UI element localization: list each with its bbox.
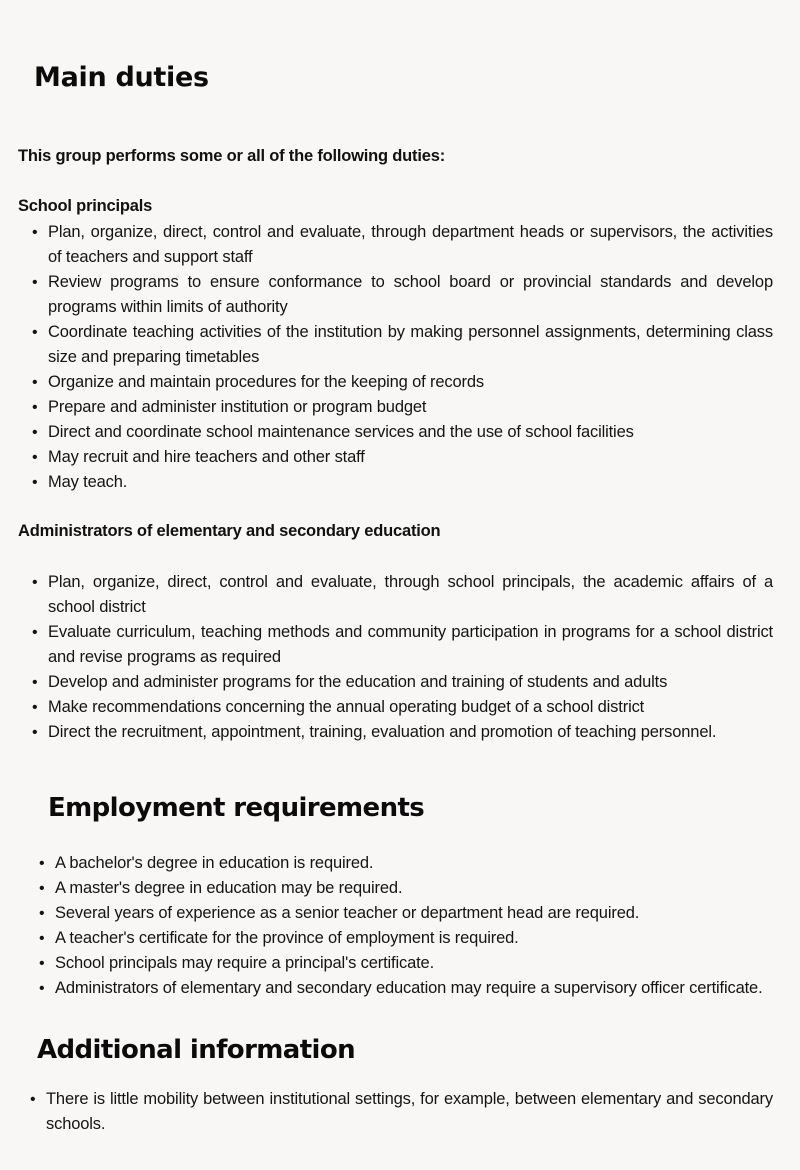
- list-item: • Develop and administer programs for the education and training of students and adults: [48, 670, 773, 695]
- bullet-icon: •: [32, 674, 38, 691]
- bullet-icon: •: [32, 324, 38, 341]
- bullet-icon: •: [32, 399, 38, 416]
- employment-requirements-list: [39, 851, 773, 1001]
- list-item: • May teach.: [48, 470, 773, 495]
- list-item: • Evaluate curriculum, teaching methods and community participation in programs for a school district and revise programs as required: [48, 620, 773, 670]
- list-item: • A master's degree in education may be required.: [55, 876, 773, 901]
- school-principals-heading: School principals: [18, 197, 153, 215]
- administrators-list: [32, 570, 773, 745]
- list-item: • A teacher's certificate for the province of employment is required.: [55, 926, 773, 951]
- bullet-icon: •: [39, 905, 45, 922]
- additional-information-list: [30, 1087, 773, 1137]
- employment-requirements-heading: Employment requirements: [48, 793, 425, 823]
- bullet-icon: •: [32, 374, 38, 391]
- bullet-icon: •: [39, 980, 45, 997]
- bullet-icon: •: [32, 624, 38, 641]
- bullet-icon: •: [39, 880, 45, 897]
- list-item: • Coordinate teaching activities of the institution by making personnel assignments, determining class size and preparing timetables: [48, 320, 773, 370]
- administrators-heading: Administrators of elementary and secondary education: [18, 522, 441, 540]
- list-item: • Plan, organize, direct, control and evaluate, through school principals, the academic affairs of a school district: [48, 570, 773, 620]
- list-item: • Direct and coordinate school maintenance services and the use of school facilities: [48, 420, 773, 445]
- bullet-icon: •: [32, 724, 38, 741]
- list-item: • Make recommendations concerning the annual operating budget of a school district: [48, 695, 773, 720]
- list-item: • School principals may require a principal's certificate.: [55, 951, 773, 976]
- bullet-icon: •: [32, 699, 38, 716]
- list-item: • Organize and maintain procedures for the keeping of records: [48, 370, 773, 395]
- bullet-icon: •: [32, 449, 38, 466]
- bullet-icon: •: [39, 955, 45, 972]
- school-principals-list: [32, 220, 773, 495]
- bullet-icon: •: [39, 855, 45, 872]
- bullet-icon: •: [32, 274, 38, 291]
- bullet-icon: •: [32, 474, 38, 491]
- list-item: • Prepare and administer institution or program budget: [48, 395, 773, 420]
- bullet-icon: •: [39, 930, 45, 947]
- main-duties-heading: Main duties: [34, 62, 209, 93]
- list-item: • A bachelor's degree in education is required.: [55, 851, 773, 876]
- bullet-icon: •: [30, 1091, 36, 1108]
- bullet-icon: •: [32, 224, 38, 241]
- list-item: • Plan, organize, direct, control and evaluate, through department heads or supervisors, the activities of teachers and support staff: [48, 220, 773, 270]
- list-item: • May recruit and hire teachers and other staff: [48, 445, 773, 470]
- list-item: • Direct the recruitment, appointment, training, evaluation and promotion of teaching personnel.: [48, 720, 773, 745]
- list-item: • Several years of experience as a senior teacher or department head are required.: [55, 901, 773, 926]
- bullet-icon: •: [32, 574, 38, 591]
- bullet-icon: •: [32, 424, 38, 441]
- duties-intro: This group performs some or all of the following duties:: [18, 147, 445, 165]
- list-item: • There is little mobility between institutional settings, for example, between elementary and secondary schools.: [46, 1087, 773, 1137]
- additional-information-heading: Additional information: [37, 1035, 356, 1065]
- list-item: • Administrators of elementary and secondary education may require a supervisory officer certificate.: [55, 976, 773, 1001]
- list-item: • Review programs to ensure conformance to school board or provincial standards and develop programs within limits of authority: [48, 270, 773, 320]
